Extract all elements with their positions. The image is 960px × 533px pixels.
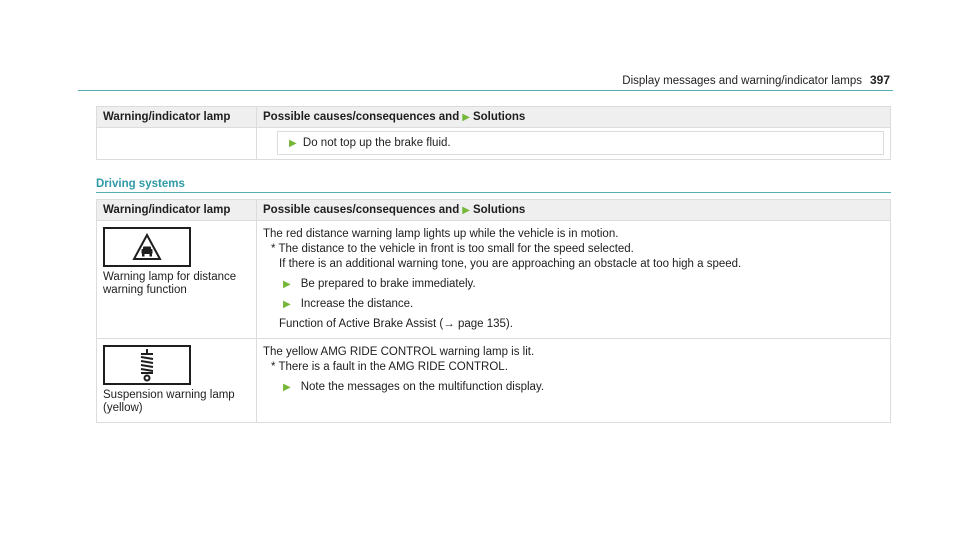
distance-warning-icon [103,227,191,267]
solution-box [277,131,884,155]
lamp-cell-empty [97,128,257,160]
play-triangle-icon: ▶ [283,382,291,393]
column-header-causes-text: Possible causes/consequences and [263,204,460,216]
lamp-label: Suspension warning lamp (yellow) [103,389,235,414]
page-header-title: Display messages and warning/indicator lamps [622,75,862,87]
suspension-spring-icon [103,345,191,385]
column-header-solutions-text: Solutions [472,111,526,123]
column-header-lamp: Warning/indicator lamp [97,200,257,221]
header-divider [78,90,893,91]
play-triangle-icon: ▶ [462,112,470,123]
play-triangle-icon: ▶ [283,299,291,310]
suspension-spring-icon-svg [137,348,157,382]
column-header-causes [257,107,891,128]
solution-step [263,297,884,312]
description-line: If there is an additional warning tone, you are approaching an obstacle at too high a speed. [279,258,742,270]
solution-cell [257,128,891,160]
table-row [97,221,891,339]
warning-lamp-table-continued [96,106,891,160]
description-cell [257,339,891,423]
lamp-cell [97,221,257,339]
description-line: The red distance warning lamp lights up while the vehicle is in motion. [263,228,619,240]
solution-step [263,380,884,395]
column-header-solutions-text: Solutions [472,204,526,216]
section-divider [96,192,891,193]
solution-step-text: Note the messages on the multifunction display. [300,381,545,393]
solution-step-text: Be prepared to brake immediately. [300,278,476,290]
column-header-lamp: Warning/indicator lamp [97,107,257,128]
cause-line: * There is a fault in the AMG RIDE CONTROL. [271,361,508,373]
solution-text: Do not top up the brake fluid. [302,137,451,149]
play-triangle-icon: ▶ [283,279,291,290]
lamp-label: Warning lamp for distance warning function [103,271,237,296]
page-number: 397 [869,73,890,87]
solution-step [263,277,884,292]
play-triangle-icon: ▶ [289,138,297,149]
column-header-causes-text: Possible causes/consequences and [263,111,460,123]
page-reference-link[interactable]: Function of Active Brake Assist (→ page 135). [279,318,513,330]
description-line: The yellow AMG RIDE CONTROL warning lamp is lit. [263,346,535,358]
play-triangle-icon: ▶ [462,205,470,216]
page-header [622,73,890,87]
description-cell [257,221,891,339]
table-row [97,339,891,423]
solution-step-text: Increase the distance. [300,298,414,310]
lamp-cell [97,339,257,423]
cause-line: * The distance to the vehicle in front is too small for the speed selected. [271,243,634,255]
distance-warning-icon-svg [132,232,162,262]
column-header-causes [257,200,891,221]
spacer [263,400,884,416]
driving-systems-table [96,199,891,423]
section-title: Driving systems [96,178,185,190]
